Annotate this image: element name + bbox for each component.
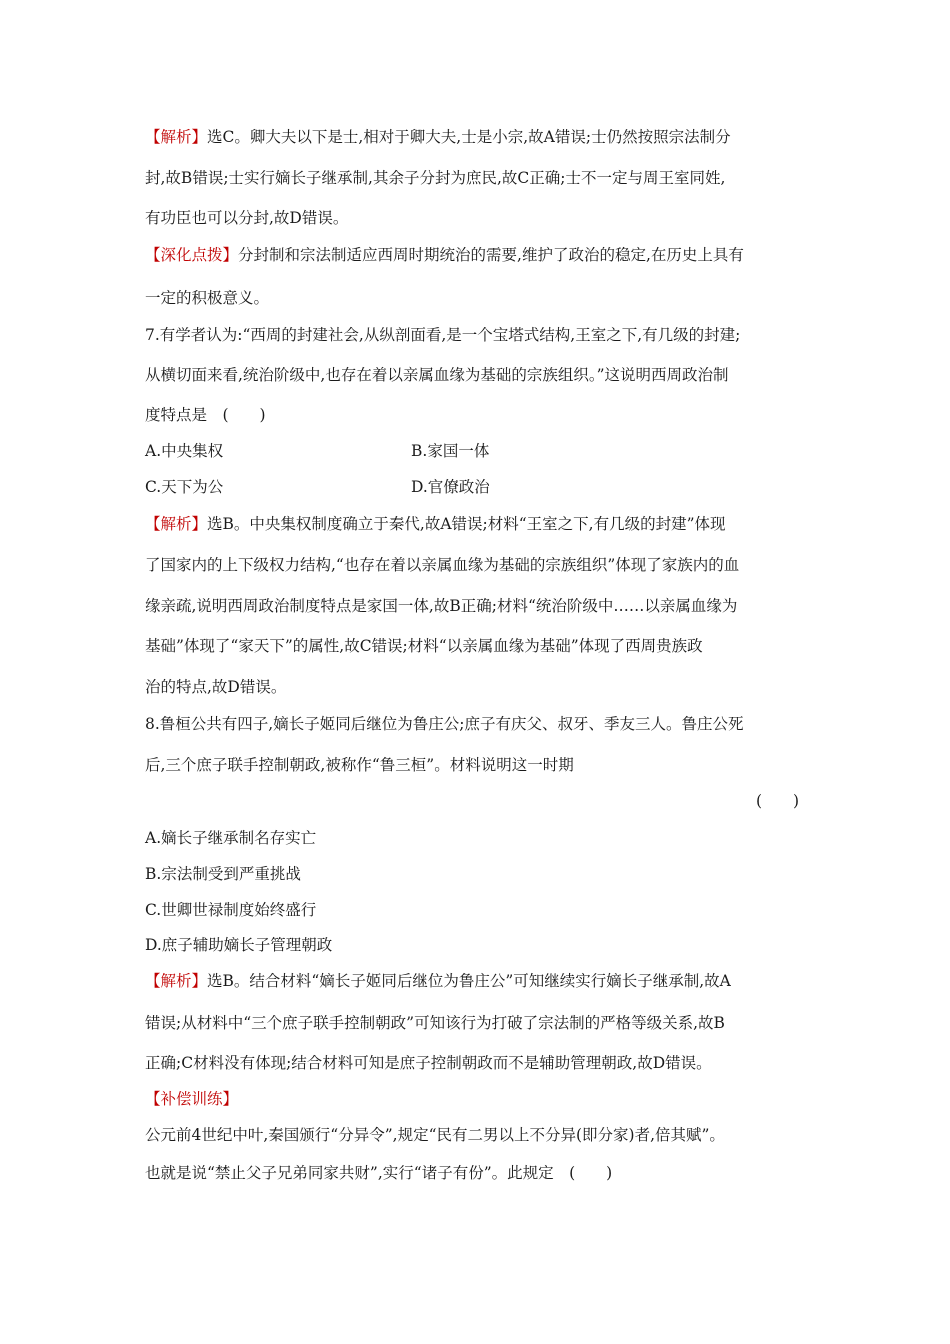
supplement-tag: 【补偿训练】	[145, 1090, 239, 1108]
supplement-line-1: 公元前4世纪中叶,秦国颁行“分异令”,规定“民有二男以上不分异(即分家)者,倍其赋”。	[145, 1126, 725, 1144]
q7-analysis-line-5: 治的特点,故D错误。	[145, 678, 287, 696]
q7-option-b: B.家国一体	[411, 442, 490, 460]
q7-analysis-line-1: 【解析】选B。中央集权制度确立于秦代,故A错误;材料“王室之下,有几级的封建”体现	[145, 515, 726, 533]
supplement-line-2: 也就是说“禁止父子兄弟同家共财”,实行“诸子有份”。此规定 ( )	[145, 1164, 613, 1182]
q8-option-c: C.世卿世禄制度始终盛行	[145, 901, 317, 919]
q7-analysis-line-3: 缘亲疏,说明西周政治制度特点是家国一体,故B正确;材料“统治阶级中……以亲属血缘为	[145, 597, 738, 615]
q8-option-a: A.嫡长子继承制名存实亡	[145, 829, 317, 847]
q7-line-2: 从横切面来看,统治阶级中,也存在着以亲属血缘为基础的宗族组织。”这说明西周政治制	[145, 366, 729, 384]
analysis-tag: 【解析】	[145, 128, 208, 146]
q7-line-3: 度特点是 ( )	[145, 406, 266, 424]
q7-option-a: A.中央集权	[145, 442, 224, 460]
q7-analysis-line-4: 基础”体现了“家天下”的属性,故C错误;材料“以亲属血缘为基础”体现了西周贵族政	[145, 637, 703, 655]
q8-analysis-line-2: 错误;从材料中“三个庶子联手控制朝政”可知该行为打破了宗法制的严格等级关系,故B	[145, 1014, 725, 1032]
q8-answer-blank: ( )	[756, 792, 800, 810]
q7-analysis-line-2: 了国家内的上下级权力结构,“也存在着以亲属血缘为基础的宗族组织”体现了家族内的血	[145, 556, 740, 574]
analysis-tag: 【解析】	[145, 515, 208, 533]
q8-analysis-line-1: 【解析】选B。结合材料“嫡长子姬同后继位为鲁庄公”可知继续实行嫡长子继承制,故A	[145, 972, 731, 990]
q8-line-2: 后,三个庶子联手控制朝政,被称作“鲁三桓”。材料说明这一时期	[145, 756, 574, 774]
q6-analysis-line-2: 封,故B错误;士实行嫡长子继承制,其余子分封为庶民,故C正确;士不一定与周王室同姓,	[145, 169, 726, 187]
q8-line-1: 8.鲁桓公共有四子,嫡长子姬同后继位为鲁庄公;庶子有庆父、叔牙、季友三人。鲁庄公死	[145, 715, 744, 733]
q7-line-1: 7.有学者认为:“西周的封建社会,从纵剖面看,是一个宝塔式结构,王室之下,有几级的封建;	[145, 326, 741, 344]
q8-analysis-line-3: 正确;C材料没有体现;结合材料可知是庶子控制朝政而不是辅助管理朝政,故D错误。	[145, 1054, 712, 1072]
analysis-tag: 【解析】	[145, 972, 208, 990]
deepen-tag: 【深化点拨】	[145, 246, 239, 264]
supplement-heading	[145, 1089, 825, 1109]
q7-option-d: D.官僚政治	[411, 478, 490, 496]
q6-analysis-line-3: 有功臣也可以分封,故D错误。	[145, 209, 349, 227]
q7-option-c: C.天下为公	[145, 478, 224, 496]
q6-analysis-line-1: 【解析】选C。卿大夫以下是士,相对于卿大夫,士是小宗,故A错误;士仍然按照宗法制分	[145, 128, 731, 146]
q8-option-b: B.宗法制受到严重挑战	[145, 865, 301, 883]
deepen-line-2: 一定的积极意义。	[145, 289, 270, 307]
q8-option-d: D.庶子辅助嫡长子管理朝政	[145, 936, 333, 954]
deepen-line-1: 【深化点拨】分封制和宗法制适应西周时期统治的需要,维护了政治的稳定,在历史上具有	[145, 246, 744, 264]
